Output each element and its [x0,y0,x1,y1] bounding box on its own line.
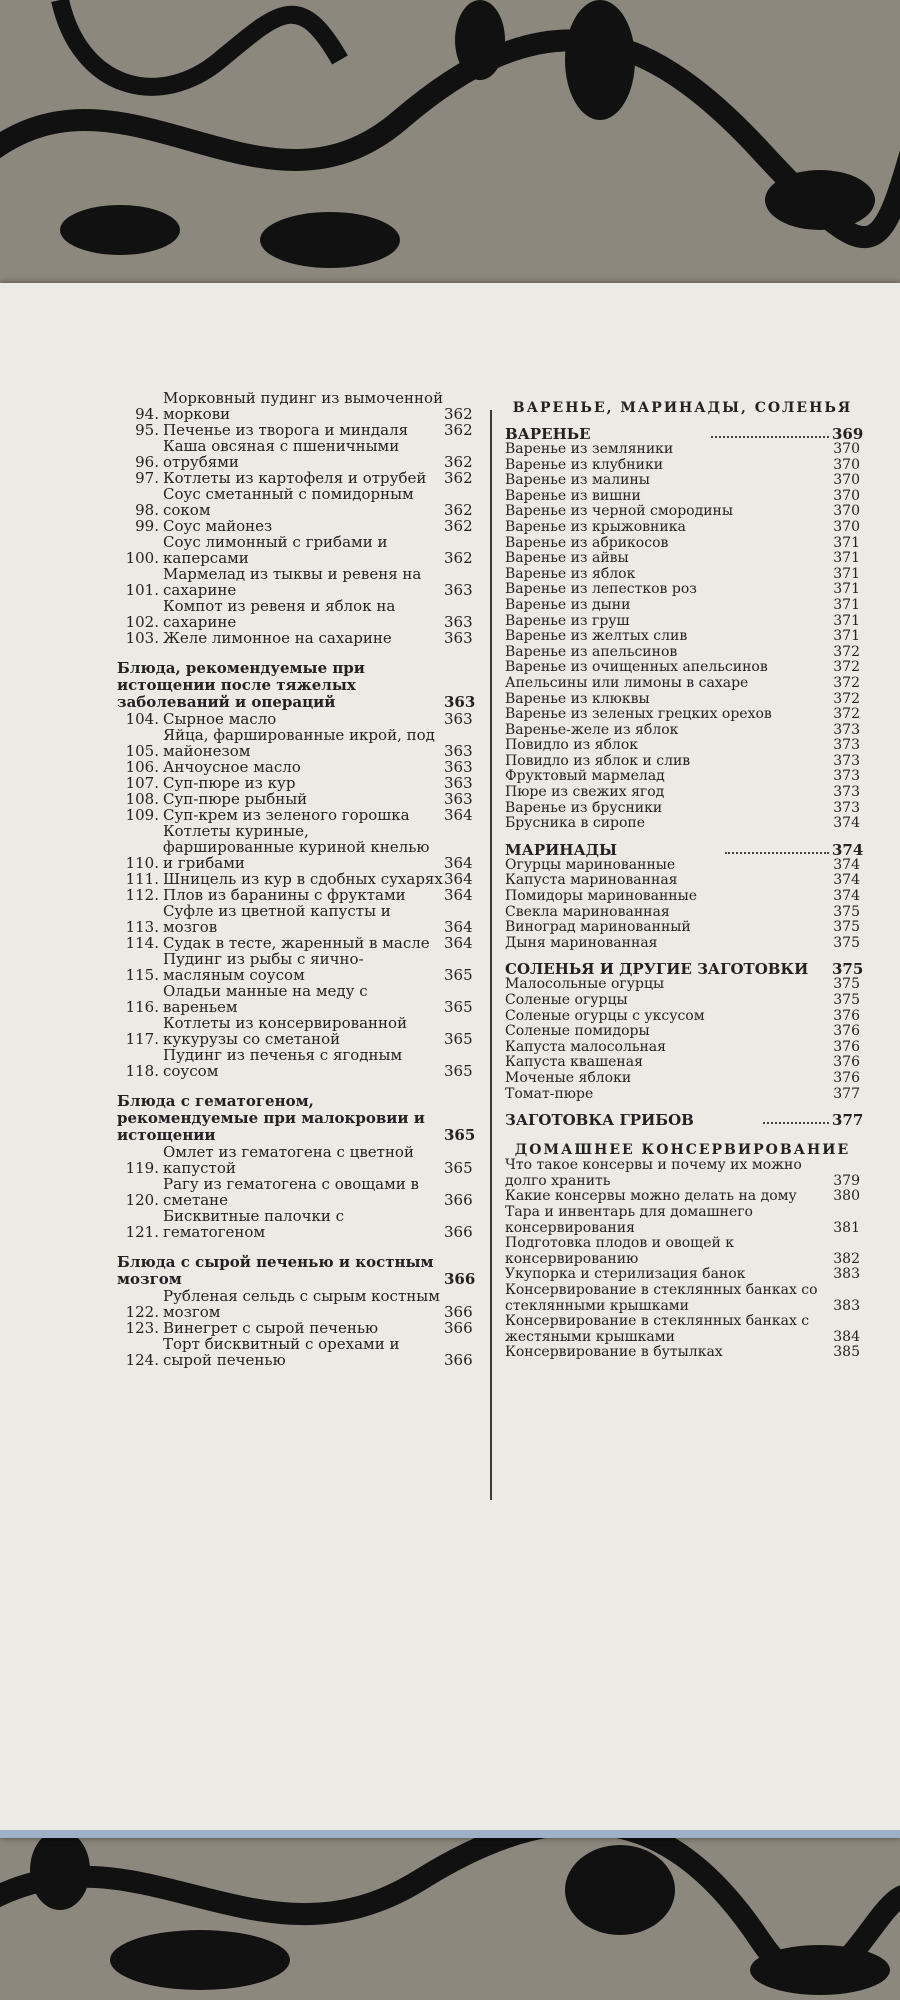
entry-page: 375 [833,934,860,951]
entry-title: Шницель из кур в сдобных сухарях [163,870,443,888]
entry-page: 376 [833,1007,860,1024]
entry-title: Компот из ревеня и яблок на сахарине [163,597,396,631]
entry-number: 106. [125,758,159,776]
entry-page: 371 [833,628,860,645]
entry-page: 365 [444,966,473,984]
entry-number: 119. [125,1159,159,1177]
toc-entry [505,769,860,785]
entry-page: 372 [833,690,860,707]
entry-title: Огурцы маринованные [505,856,676,873]
entry-page: 364 [444,870,473,888]
entry-title: Варенье из малины [505,472,650,489]
toc-entry [505,598,860,614]
toc-entry [117,390,472,422]
entry-title: Бисквитные палочки с гематогеном [163,1207,345,1241]
toc-entry [505,1040,860,1056]
entry-page: 371 [833,581,860,598]
entry-number: 97. [135,469,159,487]
entry-page: 374 [833,856,860,873]
entry-title: Варенье из дыни [505,596,631,613]
entry-page: 383 [833,1266,860,1283]
entry-page: 375 [833,992,860,1008]
entry-page: 376 [833,1069,860,1086]
entry-page: 377 [833,1085,860,1102]
entry-title: Что такое консервы и почему их можно долго хранить [505,1157,802,1189]
entry-page: 383 [833,1297,860,1314]
toc-entry [117,727,472,759]
toc-entry [505,676,860,692]
entry-title: Желе лимонное на сахарине [163,629,392,647]
entry-page: 373 [833,768,860,785]
entry-title: Варенье из зеленых грецких орехов [505,706,772,723]
toc-entry [505,977,860,993]
entry-page: 363 [444,742,473,760]
toc-group-heading [117,1253,476,1288]
entry-title: Повидло из яблок [505,737,638,754]
entry-title: Повидло из яблок и слив [505,752,691,769]
entry-title: Малосольные огурцы [505,976,665,993]
toc-entry [117,759,472,775]
toc-entry [505,442,860,458]
entry-title: Тара и инвентарь для домашнего консервирования [505,1203,753,1236]
toc-entry [505,1024,860,1040]
toc-entry [117,422,472,438]
entry-title: Капуста малосольная [505,1038,666,1055]
entry-title: Варенье из земляники [505,441,674,457]
entry-title: Варенье из груш [505,612,630,629]
entry-page: 382 [833,1250,860,1267]
toc-entry [117,566,472,598]
entry-title: Печенье из творога и миндаля [163,421,409,439]
entry-page: 362 [444,469,473,487]
entry-number: 100. [125,549,159,567]
toc-entry [117,823,472,871]
toc-entry [505,1236,860,1267]
entry-title: Рубленая сельдь с сырым костным мозгом [163,1287,440,1321]
entry-title: Плов из баранины с фруктами [163,886,406,904]
entry-page: 362 [444,405,473,423]
toc-entry [505,1267,860,1283]
toc-entry [505,614,860,630]
toc-entry [117,983,472,1015]
entry-number: 121. [125,1223,159,1241]
toc-entry [505,504,860,520]
entry-page: 362 [444,501,473,519]
toc-entry [117,1144,472,1176]
group-page: 366 [444,1270,476,1288]
entry-page: 366 [444,1351,473,1369]
toc-entry [505,754,860,770]
entry-title: Соус лимонный с грибами и каперсами [163,533,388,567]
entry-title: Оладьи манные на меду с вареньем [163,982,368,1016]
entry-title: Торт бисквитный с орехами и сырой печенью [163,1335,400,1369]
toc-entry [505,582,860,598]
entry-page: 363 [444,790,473,808]
toc-entry [505,1189,860,1205]
toc-group-heading [117,1092,476,1144]
entry-page: 363 [444,758,473,776]
toc-entry [505,889,860,905]
subsection-title: ВАРЕНЬЕ [505,425,591,443]
entry-page: 372 [833,659,860,676]
toc-entry [505,1283,860,1314]
subsection-heading [505,425,864,443]
entry-page: 376 [833,1054,860,1071]
toc-entry [505,660,860,676]
entry-page: 376 [833,1038,860,1055]
toc-entry [505,458,860,474]
entry-page: 375 [833,903,860,920]
entry-page: 364 [444,918,473,936]
entry-page: 371 [833,596,860,613]
entry-page: 373 [833,799,860,816]
entry-number: 103. [125,629,159,647]
entry-title: Рагу из гематогена с овощами в сметане [163,1175,419,1209]
entry-number: 104. [125,710,159,728]
toc-entry [505,1345,860,1361]
entry-title: Анчоусное масло [163,758,301,776]
column-divider [490,410,492,1500]
entry-number: 114. [125,934,159,952]
group-title: Блюда с гематогеном, рекомендуемые при малокровии и истощении [117,1092,425,1144]
entry-page: 370 [833,518,860,535]
toc-entry [117,935,472,951]
entry-title: Виноград маринованный [505,919,691,936]
entry-title: Свекла маринованная [505,903,670,920]
entry-page: 363 [444,774,473,792]
entry-page: 371 [833,534,860,551]
entry-page: 363 [444,581,473,599]
entry-page: 370 [833,441,860,457]
entry-number: 115. [125,966,159,984]
entry-page: 363 [444,613,473,631]
entry-title: Пудинг из печенья с ягодным соусом [163,1046,403,1080]
entry-title: Соус сметанный с помидорным соком [163,485,414,519]
entry-number: 96. [135,453,159,471]
subsection-page: 369 [832,425,864,443]
entry-title: Варенье из клюквы [505,690,650,707]
entry-number: 122. [125,1303,159,1321]
entry-page: 371 [833,612,860,629]
entry-page: 374 [833,872,860,889]
entry-page: 362 [444,421,473,439]
entry-title: Укупорка и стерилизация банок [505,1266,746,1283]
entry-title: Каша овсяная с пшеничными отрубями [163,437,400,471]
entry-page: 366 [444,1303,473,1321]
entry-title: Дыня маринованная [505,934,658,951]
toc-entry [505,645,860,661]
entry-title: Консервирование в стеклянных банках с жестяными крышками [505,1313,810,1345]
subsection-heading [505,840,864,859]
toc-entry [117,1336,472,1368]
entry-title: Варенье из абрикосов [505,534,669,551]
entry-page: 366 [444,1223,473,1241]
entry-page: 373 [833,752,860,769]
entry-number: 118. [125,1062,159,1080]
toc-entry [117,711,472,727]
group-page: 365 [444,1126,476,1144]
toc-entry [505,920,860,936]
toc-entry [117,598,472,630]
toc-entry [505,723,860,739]
entry-page: 379 [833,1172,860,1189]
toc-entry [117,903,472,935]
toc-entry [505,1158,860,1189]
toc-entry [505,738,860,754]
entry-title: Варенье из клубники [505,456,664,473]
toc-entry [117,1208,472,1240]
toc-entry [117,887,472,903]
entry-number: 98. [135,501,159,519]
entry-page: 370 [833,456,860,473]
entry-title: Помидоры маринованные [505,888,698,905]
entry-title: Суп-пюре из кур [163,774,296,792]
entry-title: Морковный пудинг из вымоченной моркови [163,389,444,423]
entry-title: Суфле из цветной капусты и мозгов [163,902,391,936]
subsection-heading [505,1111,864,1130]
entry-title: Сырное масло [163,710,277,728]
entry-page: 375 [833,976,860,993]
toc-entry [505,520,860,536]
toc-right-column [505,400,864,1361]
entry-title: Консервирование в стеклянных банках со стеклянными крышками [505,1281,818,1314]
toc-entry [505,473,860,489]
toc-entry [505,1071,860,1087]
entry-page: 362 [444,549,473,567]
subsection-page: 375 [832,960,864,979]
entry-title: Мармелад из тыквы и ревеня на сахарине [163,565,422,599]
entry-page: 364 [444,934,473,952]
toc-entry [505,489,860,505]
entry-title: Котлеты из консервированной кукурузы со сметаной [163,1014,408,1048]
subsection-page: 374 [832,840,864,859]
entry-title: Пудинг из рыбы с яично-масляным соусом [163,950,364,984]
entry-title: Судак в тесте, жаренный в масле [163,934,430,952]
toc-group-heading [117,659,476,711]
toc-entry [117,1176,472,1208]
toc-entry [117,518,472,534]
entry-title: Суп-крем из зеленого горошка [163,806,410,824]
entry-title: Соленые огурцы [505,992,628,1008]
toc-entry [505,801,860,817]
entry-page: 365 [444,1030,473,1048]
entry-title: Варенье из черной смородины [505,503,734,520]
entry-number: 112. [125,886,159,904]
entry-number: 108. [125,790,159,808]
entry-title: Томат-пюре [505,1085,594,1102]
entry-number: 123. [125,1319,159,1337]
entry-page: 385 [833,1344,860,1361]
entry-title: Суп-пюре рыбный [163,790,308,808]
toc-entry [505,1055,860,1071]
entry-number: 101. [125,581,159,599]
entry-page: 372 [833,706,860,723]
toc-list-konservirovanie [505,1158,860,1361]
toc-entry [505,1205,860,1236]
entry-title: Варенье из желтых слив [505,628,688,645]
section-title: ВАРЕНЬЕ, МАРИНАДЫ, СОЛЕНЬЯ [512,400,853,416]
entry-page: 370 [833,487,860,504]
toc-entry [117,534,472,566]
entry-title: Брусника в сиропе [505,815,646,832]
entry-title: Апельсины или лимоны в сахаре [505,674,749,691]
toc-entry [505,785,860,801]
entry-number: 105. [125,742,159,760]
entry-page: 366 [444,1191,473,1209]
entry-title: Варенье-желе из яблок [505,721,679,738]
entry-title: Винегрет с сырой печенью [163,1319,379,1337]
toc-entry [117,1015,472,1047]
entry-page: 381 [833,1219,860,1236]
entry-page: 363 [444,629,473,647]
entry-page: 362 [444,453,473,471]
toc-entry [505,873,860,889]
toc-entry [117,470,472,486]
toc-entry [117,486,472,518]
entry-page: 384 [833,1328,860,1345]
toc-list-diet-dishes [117,390,472,646]
entry-title: Соленые помидоры [505,1023,650,1040]
toc-list-solenya [505,977,860,1102]
entry-title: Варенье из брусники [505,799,663,816]
entry-title: Какие консервы можно делать на дому [505,1188,797,1205]
entry-page: 374 [833,815,860,832]
entry-page: 365 [444,1159,473,1177]
entry-page: 363 [444,710,473,728]
toc-entry [505,993,860,1009]
entry-title: Омлет из гематогена с цветной капустой [163,1143,414,1177]
entry-title: Моченые яблоки [505,1069,632,1086]
entry-page: 376 [833,1023,860,1040]
entry-title: Котлеты из картофеля и отрубей [163,469,427,487]
entry-page: 380 [833,1188,860,1205]
toc-entry [117,630,472,646]
toc-entry [117,775,472,791]
toc-list-exhaustion-dishes [117,711,472,1079]
toc-entry [505,536,860,552]
entry-title: Варенье из апельсинов [505,643,678,660]
toc-list-marinady [505,858,860,952]
entry-title: Капуста квашеная [505,1054,643,1071]
group-title: Блюда, рекомендуемые при истощении после тяжелых заболеваний и операций [117,659,365,711]
entry-page: 364 [444,806,473,824]
entry-title: Варенье из очищенных апельсинов [505,659,768,676]
toc-entry [117,951,472,983]
entry-page: 364 [444,854,473,872]
subsection-title: МАРИНАДЫ [505,840,618,859]
entry-page: 375 [833,919,860,936]
entry-title: Варенье из айвы [505,550,629,567]
entry-number: 95. [135,421,159,439]
toc-entry [117,1047,472,1079]
toc-entry [505,692,860,708]
entry-number: 99. [135,517,159,535]
toc-entry [505,936,860,952]
entry-title: Яйца, фаршированные икрой, под майонезом [163,726,435,760]
entry-title: Соус майонез [163,517,273,535]
toc-entry [505,629,860,645]
entry-page: 373 [833,737,860,754]
entry-page: 364 [444,886,473,904]
entry-title: Варенье из крыжовника [505,518,686,535]
entry-title: Фруктовый мармелад [505,768,665,785]
entry-page: 365 [444,1062,473,1080]
subsection-title: СОЛЕНЬЯ И ДРУГИЕ ЗАГОТОВКИ [505,960,809,979]
entry-number: 110. [125,854,159,872]
toc-list-varenye [505,442,860,832]
toc-entry [505,905,860,921]
entry-title: Варенье из яблок [505,565,636,582]
entry-title: Котлеты куриные, фаршированные куриной кнелью и грибами [163,822,430,872]
entry-page: 371 [833,565,860,582]
toc-entry [117,791,472,807]
toc-left-column [117,389,476,1369]
entry-page: 373 [833,721,860,738]
entry-number: 113. [125,918,159,936]
entry-number: 117. [125,1030,159,1048]
entry-page: 370 [833,503,860,520]
entry-number: 124. [125,1351,159,1369]
entry-title: Варенье из лепестков роз [505,581,697,598]
toc-entry [505,707,860,723]
entry-number: 94. [135,405,159,423]
subsection-heading [505,960,864,979]
entry-title: Соленые огурцы с уксусом [505,1007,705,1024]
toc-entry [505,816,860,832]
entry-number: 102. [125,613,159,631]
entry-page: 372 [833,643,860,660]
toc-entry [505,551,860,567]
entry-page: 374 [833,888,860,905]
group-page: 363 [444,693,476,711]
entry-number: 107. [125,774,159,792]
entry-page: 366 [444,1319,473,1337]
toc-list-hematogen-dishes [117,1144,472,1240]
toc-entry [117,1288,472,1320]
group-title: Блюда с сырой печенью и костным мозгом [117,1253,434,1288]
subsection-page: 377 [832,1111,864,1130]
entry-number: 120. [125,1191,159,1209]
subsection-title: ЗАГОТОВКА ГРИБОВ [505,1111,694,1130]
entry-number: 111. [125,870,159,888]
entry-page: 370 [833,472,860,489]
toc-entry [117,807,472,823]
entry-page: 365 [444,998,473,1016]
toc-entry [505,1087,860,1103]
entry-page: 372 [833,674,860,691]
entry-number: 109. [125,806,159,824]
toc-entry [505,858,860,874]
toc-entry [117,871,472,887]
toc-entry [117,1320,472,1336]
entry-title: Капуста маринованная [505,872,678,889]
entry-page: 373 [833,784,860,801]
toc-entry [505,1009,860,1025]
toc-entry [505,567,860,583]
entry-page: 362 [444,517,473,535]
entry-title: Пюре из свежих ягод [505,784,665,801]
entry-number: 116. [125,998,159,1016]
entry-title: Подготовка плодов и овощей к консервированию [505,1235,735,1267]
entry-page: 371 [833,550,860,567]
entry-title: Консервирование в бутылках [505,1344,723,1361]
section-title: ДОМАШНЕЕ КОНСЕРВИРОВАНИЕ [514,1142,851,1159]
toc-list-liver-dishes [117,1288,472,1368]
toc-entry [117,438,472,470]
toc-entry [505,1314,860,1345]
entry-title: Варенье из вишни [505,487,641,504]
